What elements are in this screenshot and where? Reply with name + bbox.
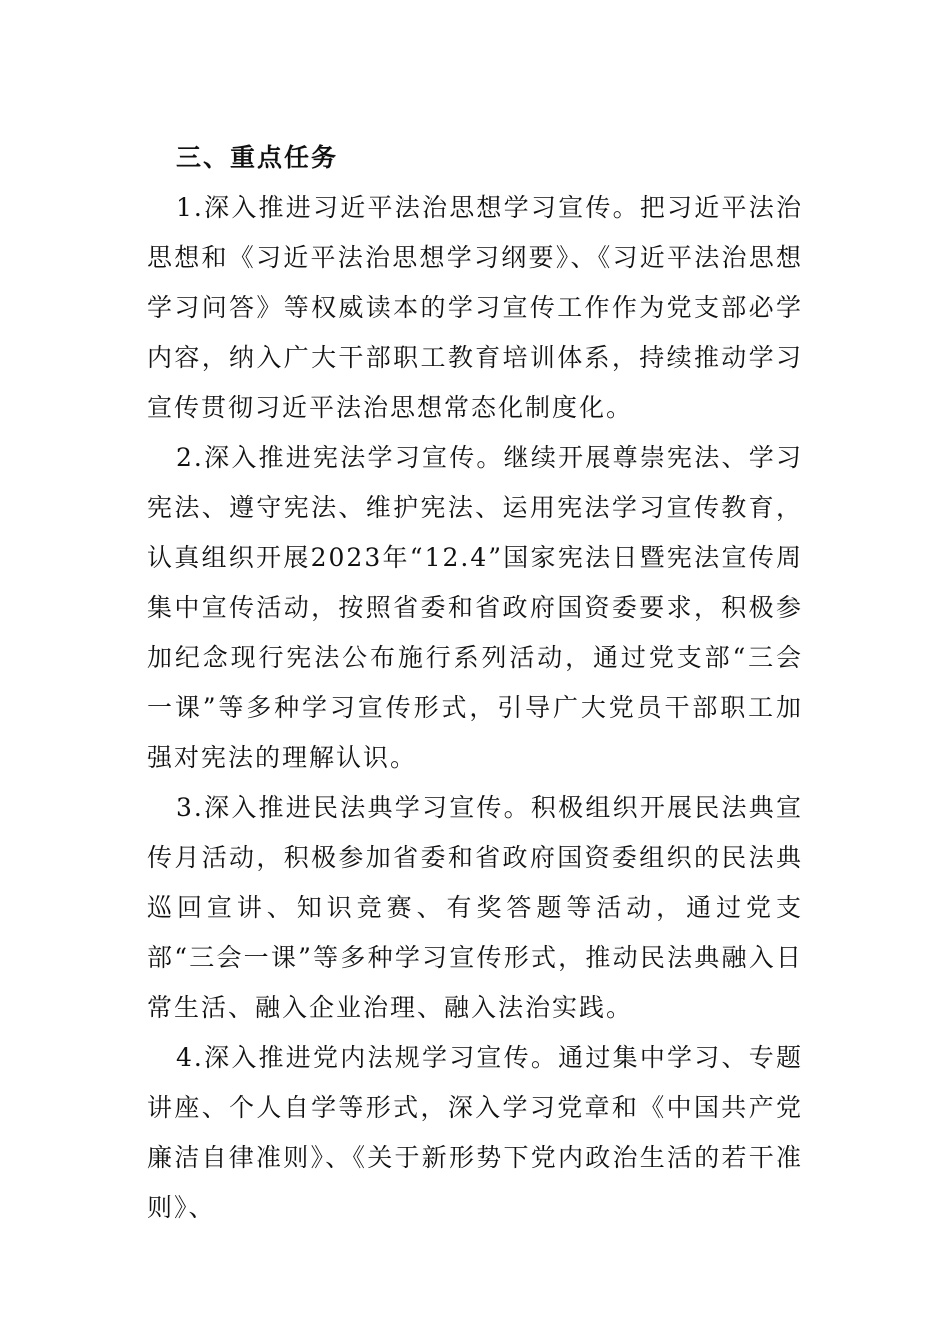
section-heading: 三、重点任务 [176,143,339,172]
paragraph-4: 4.深入推进党内法规学习宣传。通过集中学习、专题讲座、个人自学等形式，深入学习党章和《中国共产党廉洁自律准则》、《关于新形势下党内政治生活的若干准则》、 [147,1043,803,1222]
document-body [147,133,803,1233]
paragraph-2: 2.深入推进宪法学习宣传。继续开展尊崇宪法、学习宪法、遵守宪法、维护宪法、运用宪法学习宣传教育，认真组织开展2023年“12.4”国家宪法日暨宪法宣传周集中宣传活动，按照省委和省政府国资委要求，积极参加纪念现行宪法公布施行系列活动，通过党支部“三会一课”等多种学习宣传形式，引导广大党员干部职工加强对宪法的理解认识。 [147,443,803,772]
paragraph-1: 1.深入推进习近平法治思想学习宣传。把习近平法治思想和《习近平法治思想学习纲要》、《习近平法治思想学习问答》等权威读本的学习宣传工作作为党支部必学内容，纳入广大干部职工教育培训体系，持续推动学习宣传贯彻习近平法治思想常态化制度化。 [147,193,803,422]
paragraph-3: 3.深入推进民法典学习宣传。积极组织开展民法典宣传月活动，积极参加省委和省政府国资委组织的民法典巡回宣讲、知识竞赛、有奖答题等活动，通过党支部“三会一课”等多种学习宣传形式，推动民法典融入日常生活、融入企业治理、融入法治实践。 [147,793,803,1022]
